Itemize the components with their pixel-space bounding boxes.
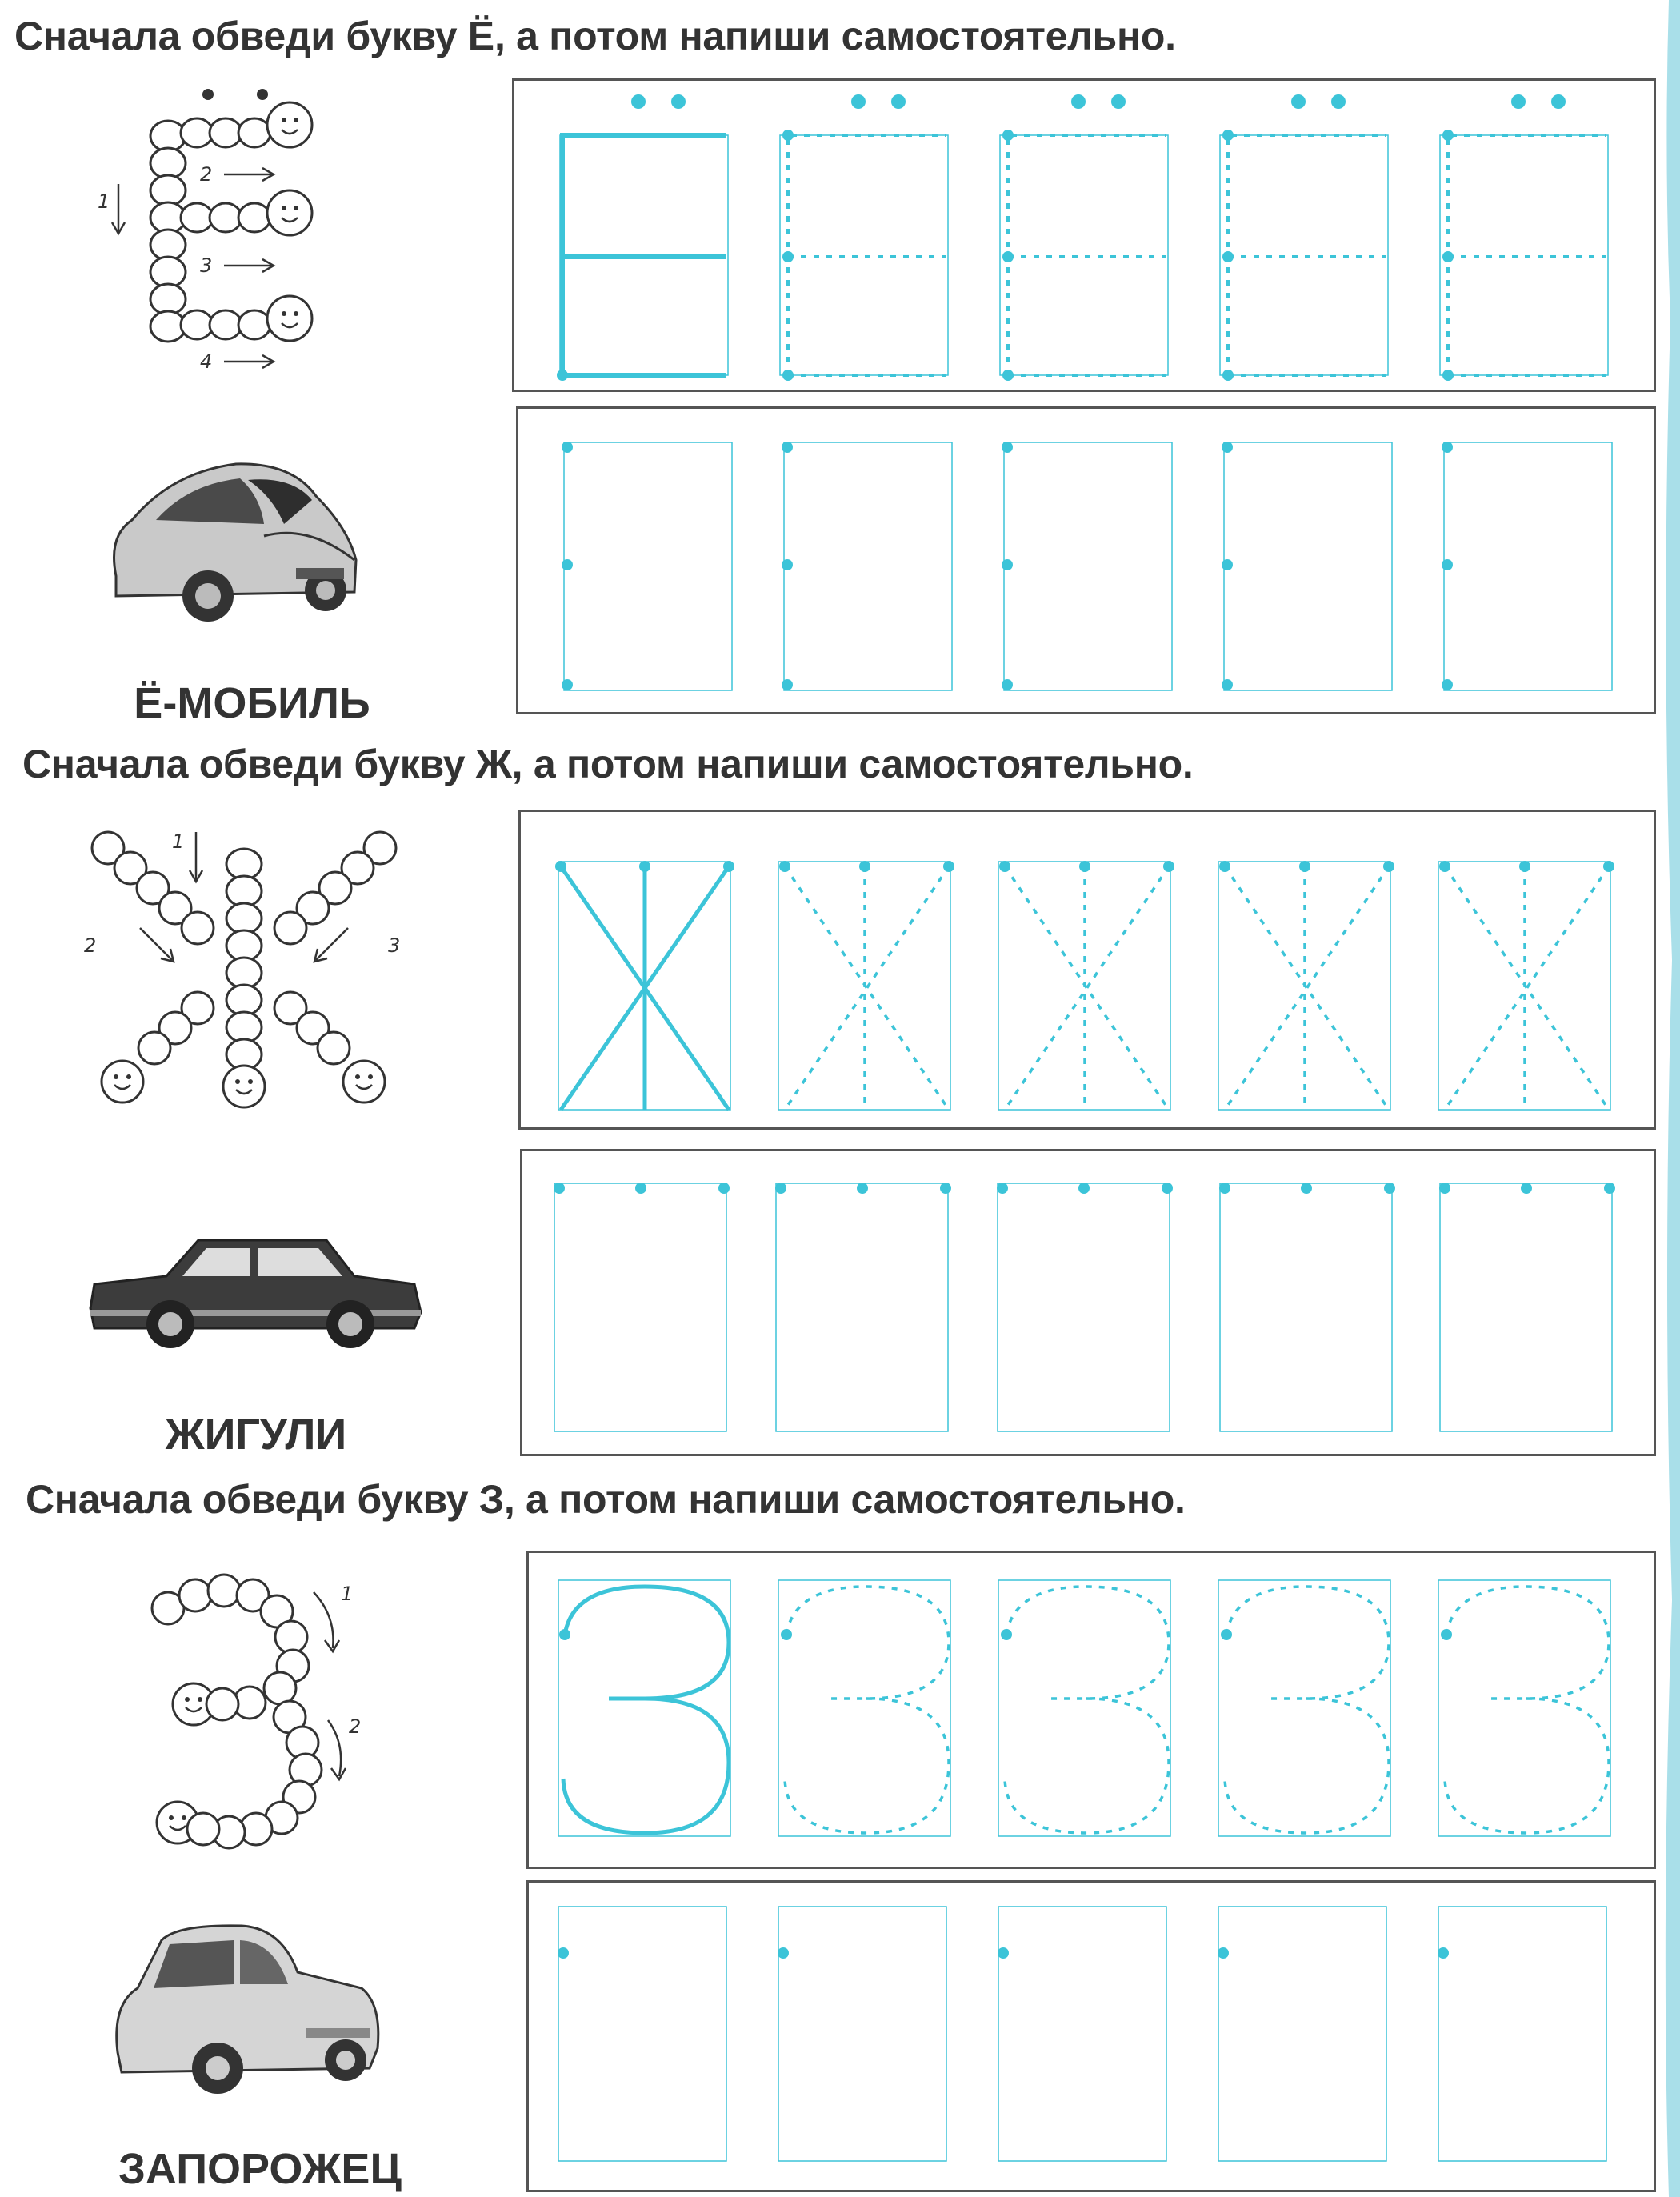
write-cell[interactable] bbox=[777, 1905, 969, 2169]
trace-cell-dotted[interactable] bbox=[1438, 87, 1630, 391]
write-cell[interactable] bbox=[782, 441, 974, 697]
write-cell[interactable] bbox=[557, 1905, 749, 2169]
stroke-number-2: 2 bbox=[200, 163, 213, 186]
instruction-text: Сначала обведи букву З, а потом напиши самостоятельно. bbox=[26, 1477, 1186, 1522]
stroke-number-3: 3 bbox=[200, 254, 213, 277]
instruction-text: Сначала обведи букву Ё, а потом напиши самостоятельно. bbox=[14, 14, 1176, 58]
write-panel-yo bbox=[516, 406, 1656, 714]
trace-cell-dotted[interactable] bbox=[1217, 1579, 1409, 1851]
trace-cell-dotted[interactable] bbox=[997, 1579, 1189, 1851]
caterpillar-letter-yo-illustration bbox=[80, 80, 336, 376]
caterpillar-letter-zhe-illustration bbox=[76, 824, 412, 1128]
write-cell[interactable] bbox=[774, 1182, 966, 1438]
trace-cell-dotted[interactable] bbox=[1437, 1579, 1629, 1851]
write-cell[interactable] bbox=[562, 441, 754, 697]
stroke-number-1: 1 bbox=[172, 830, 185, 853]
trace-panel-ze bbox=[526, 1551, 1656, 1869]
write-cell[interactable] bbox=[553, 1182, 745, 1438]
word-caption: ЗАПОРОЖЕЦ bbox=[118, 2145, 402, 2193]
write-cell[interactable] bbox=[1442, 441, 1634, 697]
page-edge-decoration bbox=[1661, 0, 1680, 2197]
stroke-number-2: 2 bbox=[349, 1715, 362, 1738]
trace-cell-dotted[interactable] bbox=[777, 1579, 969, 1851]
word-caption: ЖИГУЛИ bbox=[165, 1411, 347, 1459]
write-cell[interactable] bbox=[1218, 1182, 1410, 1438]
trace-panel-yo bbox=[512, 78, 1656, 392]
stroke-number-1: 1 bbox=[98, 190, 110, 213]
write-cell[interactable] bbox=[1217, 1905, 1409, 2169]
trace-cell-dotted[interactable] bbox=[778, 87, 970, 391]
trace-cell-dotted[interactable] bbox=[1218, 87, 1410, 391]
trace-cell-solid[interactable] bbox=[558, 87, 750, 391]
write-cell[interactable] bbox=[1437, 1905, 1629, 2169]
stroke-number-3: 3 bbox=[388, 934, 401, 957]
trace-cell-dotted[interactable] bbox=[997, 860, 1189, 1116]
write-cell[interactable] bbox=[1438, 1182, 1630, 1438]
caterpillar-letter-ze-illustration bbox=[136, 1560, 376, 1864]
write-cell[interactable] bbox=[1222, 441, 1414, 697]
trace-cell-dotted[interactable] bbox=[998, 87, 1190, 391]
word-caption: Ё-МОБИЛЬ bbox=[134, 679, 370, 727]
write-cell[interactable] bbox=[1002, 441, 1194, 697]
instruction-text: Сначала обведи букву Ж, а потом напиши самостоятельно. bbox=[22, 742, 1194, 786]
trace-cell-dotted[interactable] bbox=[777, 860, 969, 1116]
write-panel-ze bbox=[526, 1880, 1656, 2192]
trace-cell-dotted[interactable] bbox=[1437, 860, 1629, 1116]
compact-car-icon bbox=[100, 448, 364, 632]
stroke-number-2: 2 bbox=[84, 934, 97, 957]
stroke-number-4: 4 bbox=[200, 350, 213, 373]
trace-cell-solid[interactable] bbox=[557, 860, 749, 1116]
trace-panel-zhe bbox=[518, 810, 1656, 1130]
write-cell[interactable] bbox=[997, 1905, 1189, 2169]
retro-car-icon bbox=[106, 1908, 386, 2100]
trace-cell-dotted[interactable] bbox=[1217, 860, 1409, 1116]
trace-cell-solid[interactable] bbox=[557, 1579, 749, 1851]
write-cell[interactable] bbox=[996, 1182, 1188, 1438]
sedan-car-icon bbox=[86, 1220, 422, 1356]
stroke-number-1: 1 bbox=[341, 1583, 354, 1605]
write-panel-zhe bbox=[520, 1149, 1656, 1456]
